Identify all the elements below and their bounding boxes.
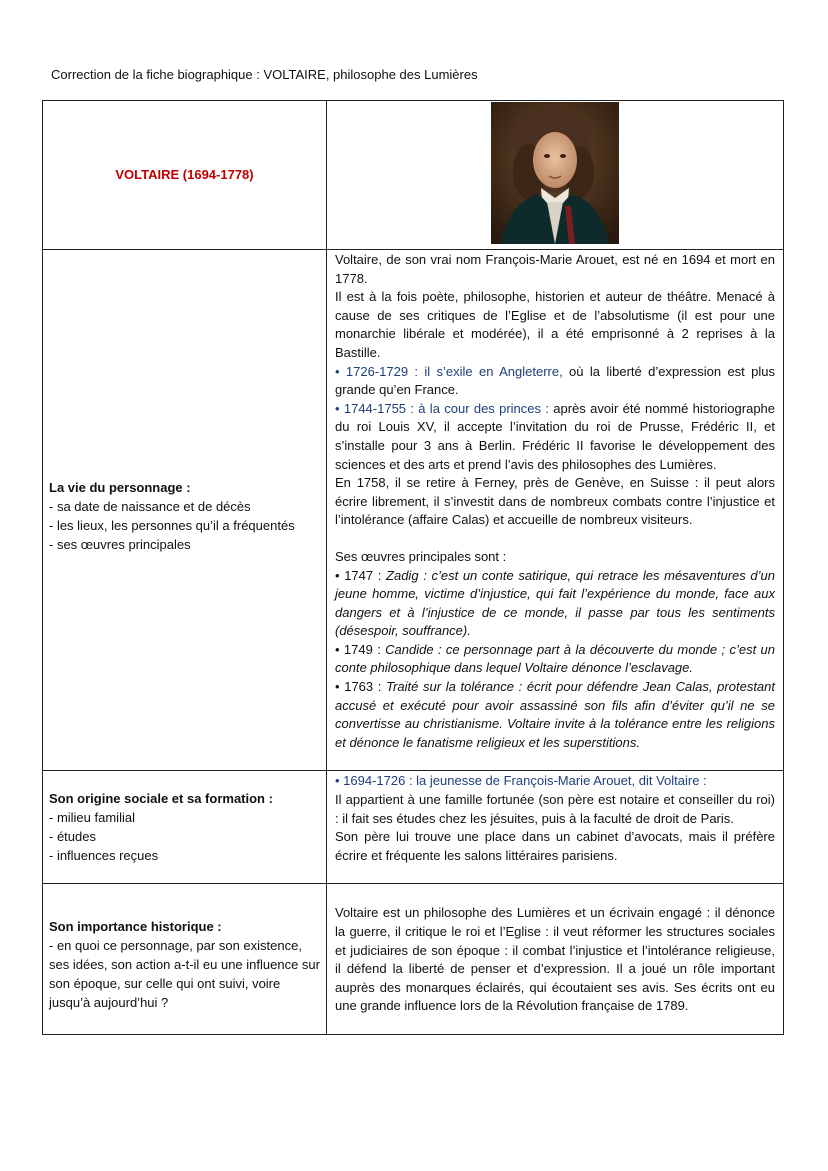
origin-heading: Son origine sociale et sa formation :: [49, 791, 273, 807]
life-paragraph: Voltaire, de son vrai nom François-Marie Arouet, est né en 1694 et mort en 1778.: [335, 252, 775, 286]
importance-text-cell: [327, 884, 784, 1035]
life-paragraph: En 1758, il se retire à Ferney, près de Genève, en Suisse : il peut alors écrire librement, il s’investit dans de nombreux combats contre l’injustice et l’intolérance (affaire Calas) et accueille de nombreux visiteurs.: [335, 475, 775, 528]
life-paragraph: Il est à la fois poète, philosophe, historien et auteur de théâtre. Menacé à cause de ses critiques de l’Eglise et de l’absolutisme (il est pour une monarchie libérale et modérée), il a été emprisonné à 2 reprises à la Bastille.: [335, 289, 775, 360]
origin-paragraph: Son père lui trouve une place dans un cabinet d’avocats, mais il préfère écrire et fréquente les salons littéraires parisiens.: [335, 829, 775, 863]
importance-heading: Son importance historique :: [49, 918, 222, 934]
life-label-cell: [43, 250, 327, 771]
work-item: • 1749 : Candide : ce personnage part à la découverte du monde ; c’est un conte philosophique dans lequel Voltaire dénonce l’esclavage.: [335, 641, 776, 676]
importance-label-cell: [43, 884, 327, 1035]
origin-text-cell: [327, 771, 784, 884]
voltaire-portrait: [491, 102, 619, 244]
name-cell: [43, 101, 327, 250]
work-item: • 1747 : Zadig : c’est un conte satirique, qui retrace les mésaventures d’un jeune homme, victime d’injustice, qui fait l’expérience du monde, face aux dangers et à l’injustice de ce monde, il passe par tous les sentiments (désespoir, souffrance).: [335, 567, 775, 639]
origin-item: - influences reçues: [49, 848, 159, 864]
life-heading: La vie du personnage :: [49, 480, 191, 496]
period-label: • 1726-1729 : il s’exile en Angleterre,: [335, 363, 563, 379]
life-item: - sa date de naissance et de décès: [49, 499, 251, 515]
origin-row: [43, 771, 784, 884]
origin-item: - milieu familial: [49, 810, 135, 826]
importance-paragraph: Voltaire est un philosophe des Lumières et un écrivain engagé : il dénonce la guerre, il critique le roi et l’Eglise : il veut réformer les structures sociales et judiciaires de son époque : il combat l’injustice et l’intolérance religieuse, il défend la liberté de penser et d’expression. Il a joué un rôle important auprès des monarques éclairés, qui écoutaient ses avis. Ses écrits ont eu une grande influence lors de la Révolution française de 1789.: [335, 905, 775, 1014]
work-item: • 1763 : Traité sur la tolérance : écrit pour défendre Jean Calas, protestant accusé et exécuté pour avoir assassiné son fils afin d’éviter qu’il ne se convertisse au christianisme. Voltaire invite à la tolérance entre les religions et dénonce le fanatisme religieux et les superstitions.: [335, 679, 775, 750]
biography-table: [42, 100, 784, 1035]
life-paragraph: • 1744-1755 : à la cour des princes : après avoir été nommé historiographe du roi Louis XV, il accepte l’invitation du roi de Prusse, Frédéric II, et s’installe pour 3 ans à Berlin. Frédéric II favorise le développement des sciences et des arts et prend l’avis des philosophes des Lumières.: [335, 400, 776, 472]
importance-row: [43, 884, 784, 1035]
life-item: - ses œuvres principales: [49, 537, 191, 553]
life-item: - les lieux, les personnes qu’il a fréquentés: [49, 518, 295, 534]
period-label: • 1694-1726 : la jeunesse de François-Marie Arouet, dit Voltaire :: [335, 773, 707, 789]
works-intro: Ses œuvres principales sont :: [335, 548, 507, 564]
page-title: Correction de la fiche biographique : VOLTAIRE, philosophe des Lumières: [51, 67, 478, 82]
life-row: [43, 250, 784, 771]
period-label: • 1744-1755 : à la cour des princes :: [335, 400, 549, 416]
header-row: [43, 101, 784, 250]
life-text-cell: [327, 250, 784, 771]
person-name: VOLTAIRE (1694-1778): [115, 167, 254, 182]
origin-label-cell: [43, 771, 327, 884]
origin-item: - études: [49, 829, 96, 845]
portrait-cell: [327, 101, 784, 250]
origin-paragraph: Il appartient à une famille fortunée (son père est notaire et conseiller du roi) : il fait ses études chez les jésuites, puis à la faculté de droit de Paris.: [335, 792, 775, 826]
importance-item: - en quoi ce personnage, par son existence, ses idées, son action a-t-il eu une influence sur son époque, sur celle qui ont suivi, voire jusqu’à aujourd’hui ?: [49, 937, 320, 1010]
life-paragraph: • 1726-1729 : il s’exile en Angleterre, où la liberté d’expression est plus grande qu’en France.: [335, 363, 775, 398]
